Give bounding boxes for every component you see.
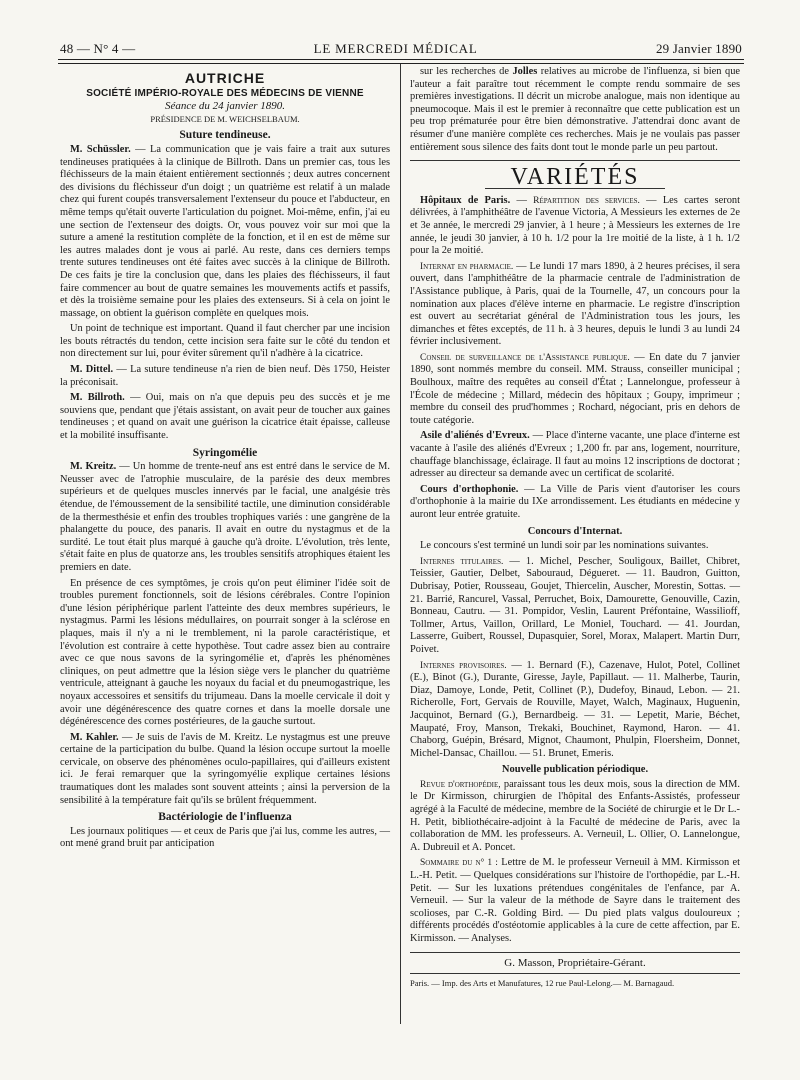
heading-bacteriologie: Bactériologie de l'influenza bbox=[158, 811, 292, 824]
paragraph-kahler: M. Kahler. — Je suis de l'avis de M. Kreitz. Le nystagmus est une preuve certaine de la participation du bulbe. Quand la lésion occupe surtout la moelle cervicale, on observe des phénomènes oculo-papillaires, qui d'ailleurs existent ici. Je ferai remarquer que la syringomyélie explique certaines lésions traumatiques dont les malades sont souvent atteints ; ainsi la perversion de la sensibilité à la température fait qu'ils se brûlent fréquemment. bbox=[60, 731, 391, 806]
paragraph-kreitz: M. Kreitz. — Un homme de trente-neuf ans est entré dans le service de M. Neusser avec de l'atrophie musculaire, de la parésie des deux membres supérieurs et de quelques muscles innervés par le facial, une analgésie très étendue, de l'émoussement de la sensibilité tactile, une diminution considérable de la thermesthésie et enfin des troubles trophiques variés : une gangrène de la phalangette du pouce, des panaris. Il avait en outre du nystagmus et de la surdité. Le tout était plus marqué à gauche qu'à droite. L'évolution, très lente, s'était faite en plus de quatorze ans, les troubles sensitifs atrophiques étaient les premiers en date. bbox=[60, 461, 390, 573]
right-column bbox=[410, 66, 740, 993]
paragraph-schussler: M. Schüssler. — La communication que je vais faire a trait aux sutures tendineuses pratiquées à la clinique de Billroth. Dans un premier cas, tous les fléchisseurs de la main étaient entièrement sectionnés ; deux autres concernent des divisions du fléchisseur d'un doigt ; un quatrième est relatif à un malade chez qui furent coupés transversalement l'extenseur du pouce et l'abducteur, en même temps qu'était ouverte l'articulation du poignet. Moi-même, enfin, j'ai eu une section de l'extenseur des doigts. Or, vous pouvez voir sur moi que la suture a amené la restitution complète de la fonction, et il en est de même sur les autres malades dont je vous ai parlé. Au reste, dans ces derniers temps trente sutures tendineuses ont été faites avec succès à la clinique de Billroth. De ces faits je tire la conclusion que, dans les plaies des fléchisseurs, il faut faire commencer au bout de quatre semaines les mouvements actifs et passifs, et dès la troisième semaine pour les plaies des extenseurs. Si à cela on joint le massage, on obtient la guérison complète en quelques mois. bbox=[60, 143, 390, 319]
publication-paragraph: Revue d'orthopédie, paraissant tous les deux mois, sous la direction de MM. le Dr Kirmisson, chirurgien de l'hôpital des Enfants-Assistés, professeur agrégé à la Faculté de médecine, membre de la Société de chirurgie et le Dr L.-H. Petit, bibliothécaire-adjoint à la Faculté de médecine de Paris, avec la collaboration de MM. les professeurs. A. Verneuil, L. Ollier, O. Lannelongue, A. Dubreuil et A. Poncet. bbox=[410, 778, 740, 853]
society-title: SOCIÉTÉ IMPÉRIO-ROYALE DES MÉDECINS DE VIENNE bbox=[86, 87, 364, 99]
item-asile: Asile d'aliénés d'Evreux. — Place d'interne vacante, une place d'interne est vacante à l'asile des aliénés d'Evreux ; 1,200 fr. par ans, logement, nourriture, chauffage blanchissage, éclairage. Il faut au moins 12 inscriptions de doctorat ; adresser au directeur sa demande avec un certificat de scolarité. bbox=[410, 430, 740, 480]
item-internat-pharmacie: Internat en pharmacie. — Le lundi 17 mars 1890, à 2 heures précises, il sera ouvert, dans l'amphithéâtre de la pharmacie centrale de l'administration de l'Assistance publique, à Paris, quai de la Tournelle, 47, un concours pour la nomination aux places d'élève interne en pharmacie. Le registre d'inscription est ouvert au secrétariat général de l'Administration tous les jours, les dimanches et fêtes exceptés, de 11 h. à 3 heures, depuis le lundi 3 au lundi 24 février inclusivement. bbox=[410, 260, 740, 348]
speaker-name: M. Schüssler. bbox=[70, 143, 131, 155]
speaker-name: M. Billroth. bbox=[70, 392, 125, 404]
internes-provisoires: Internes provisoires. — 1. Bernard (F.), Cazenave, Hulot, Potel, Collinet (E.), Binot (G.), Durante, Giresse, Jayle, Papillaut. — 11. Malherbe, Taurin, Diaz, Damoye, Londe, Petit, Collinet (P.), Dudefoy, Binaud, Lebon. — 21. Richerolle, Fort, Gervais de Rouville, Mayet, Walch, Maginaux, Huguenin, Jacquinot, Bernard (G.), Bernardbeig. — 31. — Lepetit, Marie, Béchet, Maupaté, Froy, Manson, Trekaki, Bouchinet, Raymond, Haron. — 41. Chaborg, Guépin, Brésard, Mignot, Chaumont, Phulpin, Floersheim, Donnet, Michel-Dansac, Chaillou. — 51. Brunet, Emeris. bbox=[410, 659, 740, 759]
item-title: Asile d'aliénés d'Evreux. bbox=[420, 430, 530, 442]
paragraph-journaux: Les journaux politiques — et ceux de Paris que j'ai lus, comme les autres, — ont mené grand bruit par anticipation bbox=[60, 825, 390, 850]
column-divider bbox=[400, 64, 401, 1024]
item-title: Cours d'orthophonie. bbox=[420, 483, 519, 495]
item-conseil: Conseil de surveillance de l'Assistance publique. — En date du 7 janvier 1890, sont nommés membre du conseil. MM. Strauss, conseiller municipal ; Boulhoux, maître des requêtes au conseil d'État ; Lannelongue, professeur à l'École de médecine ; Millard, médecin des hôpitaux ; Goupy, imprimeur ; membre du conseil des prud'hommes ; Rochard, négociant, pris en dehors de toute catégorie. bbox=[410, 351, 740, 426]
paragraph-jolles: sur les recherches de Jolles relatives au microbe de l'influenza, si bien que l'auteur a fait paraître tout récemment le compte rendu sommaire de ses premières investigations. Il décrit un microbe analogue, mais non identique au pneumocoque. Mais il est le premier à reconnaître que cette publication est un peu trop prématurée pour être bien démonstrative. J'attendrai donc avant de résumer d'une manière complète ces recherches. Mais je ne voulais pas passer entièrement sous silence des faits dont tout le monde parle un peu partout. bbox=[410, 66, 740, 153]
page-number: 48 — N° 4 — bbox=[60, 41, 136, 56]
paragraph-symptomes: En présence de ces symptômes, je crois qu'on peut éliminer l'idée soit de troubles purement fonctionnels, soit de lésions cérébrales. Contre l'opinion d'une lésion périphérique parlent l'atteinte des deux membres supérieurs, le nystagmus. Parmi les lésions médullaires, on pourrait songer à la sclérose en plaques, mais il n'y a ni le tremblement, ni la parole caractéristique, et l'évolution est contraire à cette hypothèse. Tout cadre assez bien au contraire avec ce que nous savons de la syringomélie et, d'après les phénomènes cliniques, on peut admettre que la lésion siège vers le plancher du quatrième ventricule, atteignant à gauche les noyaux du facial et du pneumogastrique, les noyaux accessoires et sensitifs du trijumeau. Dans la moelle cervicale il doit y avoir une dégénérescence des quatre cornes et dans la moelle dorsale une dégénérescence des cornes postérieures, de la gauche surtout. bbox=[60, 577, 390, 728]
section-title-varietes: VARIÉTÉS bbox=[510, 164, 640, 191]
header-rule bbox=[58, 59, 744, 60]
heading-concours: Concours d'Internat. bbox=[527, 525, 623, 537]
imprint-line: Paris. — Imp. des Arts et Manufatures, 12 rue Paul-Lelong.— M. Barnagaud. bbox=[410, 973, 740, 990]
speaker-name: M. Dittel. bbox=[70, 364, 114, 376]
speaker-name: M. Kahler. bbox=[70, 731, 119, 743]
item-title: Hôpitaux de Paris. bbox=[420, 194, 511, 206]
section-title-autriche: AUTRICHE bbox=[184, 70, 266, 86]
session-date: Séance du 24 janvier 1890. bbox=[164, 100, 286, 113]
varietes-section bbox=[410, 160, 740, 189]
concours-intro: Le concours s'est terminé un lundi soir par les nominations suivantes. bbox=[420, 540, 709, 552]
speaker-name: M. Kreitz. bbox=[70, 461, 117, 473]
paragraph-dittel: M. Dittel. — La suture tendineuse n'a rien de bien neuf. Dès 1750, Heister la préconisait. bbox=[60, 364, 390, 388]
presidence: PRÉSIDENCE DE M. WEICHSELBAUM. bbox=[150, 113, 300, 124]
journal-title: LE MERCREDI MÉDICAL bbox=[313, 41, 478, 56]
issue-date: 29 Janvier 1890 bbox=[655, 41, 742, 56]
item-orthophonie: Cours d'orthophonie. — La Ville de Paris vient d'autoriser les cours d'orthophonie à la mairie du IXe arrondissement. Les étudiants en médecine y auront leur entrée gratuite. bbox=[410, 483, 740, 520]
heading-suture: Suture tendineuse. bbox=[179, 129, 271, 142]
left-column bbox=[60, 66, 390, 854]
author-name: Jolles bbox=[512, 66, 538, 77]
paragraph-technique: Un point de technique est important. Quand il faut chercher par une incision les bouts rétractés du tendon, cette incision sera faite sur le côté du tendon et non directement sur lui, pour éviter sûrement qu'il n'adhère à la cicatrice. bbox=[60, 323, 390, 360]
header-rule-thin bbox=[58, 63, 744, 64]
item-hopitaux: Hôpitaux de Paris. — Répartition des services. — Les cartes seront délivrées, à l'amphithéâtre de l'avenue Victoria, A Messieurs les externes de 2e et 3e année, le mercredi 29 janvier, à 1 heure ; à Messieurs les externes de 1re année, le jeudi 30 janvier, à 10 h. 1/2 pour la 1re moitié de la liste, à 1 h. 1/2 pour la 2e moitié. bbox=[410, 194, 741, 257]
page-header bbox=[60, 38, 742, 60]
sommaire-paragraph: Sommaire du n° 1 : Lettre de M. le professeur Verneuil à MM. Kirmisson et L.-H. Petit. — Quelques considérations sur l'histoire de l'orthopédie, par L.-H. Petit. — Sur les luxations prétendues congénitales de l'enfance, par A. Verneuil. — Sur la valeur de la méthode de Sayre dans le traitement des scolioses, par C.-R. Golding Bird. — Du pied plats valgus douloureux ; différents procédés d'ostéotomie applicables à la cure de cette affection, par E. Kirmisson. — Analyses. bbox=[410, 857, 740, 944]
heading-publication: Nouvelle publication périodique. bbox=[501, 764, 649, 776]
paragraph-billroth: M. Billroth. — Oui, mais on n'a que depuis peu des succès et je me souviens que, pendant que j'étais assistant, on avait peur de toucher aux gaines tendineuses ; et quand on avait une guérison la cicatrice était épaisse, calleuse et la mobilité insuffisante. bbox=[60, 392, 390, 442]
internes-titulaires: Internes titulaires. — 1. Michel, Pescher, Souligoux, Baillet, Chibret, Teissier, Gautier, Delbet, Sabouraud, Dégueret. — 11. Baudron, Guitton, Dubrisay, Potier, Rousseau, Goujet, Thiercelin, Auscher, Morestin, Sottas. — 21. Barrié, Rancurel, Vassal, Perruchet, Boix, Damourette, Genouville, Cazin, Bonneau, Cautru. — 31. Pompidor, Veslin, Laurent Préfontaine, Wassilioff, Tollmer, Artus, Vaillon, Orillard, Le Moniel, Touchard. — 41. Jourdan, Lasserre, Guibert, Roussel, Dupasquier, Sorel, Morax, Malapert. Martin Durr, Poivet. bbox=[410, 555, 740, 655]
heading-syringomelie: Syringomélie bbox=[192, 446, 258, 459]
signature: G. Masson, Propriétaire-Gérant. bbox=[410, 952, 740, 970]
